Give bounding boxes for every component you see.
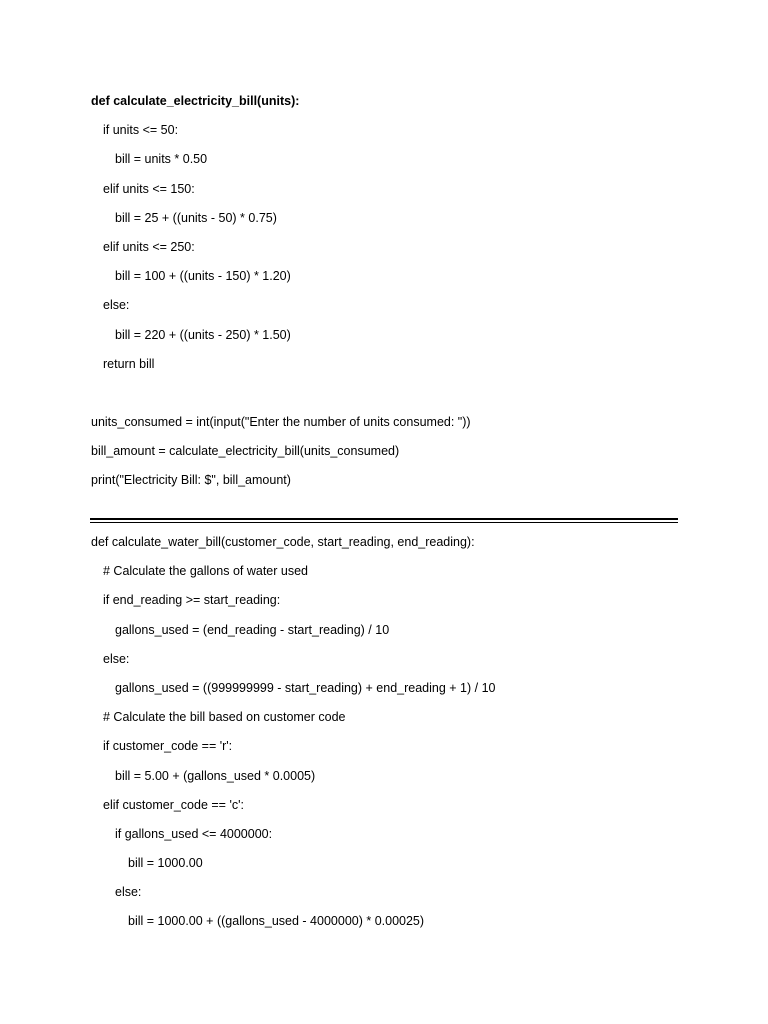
water-bill-code [91, 534, 691, 943]
code-line: gallons_used = (end_reading - start_reading) / 10 [115, 622, 390, 637]
code-line: def calculate_water_bill(customer_code, start_reading, end_reading): [91, 535, 475, 549]
code-line: bill = 1000.00 + ((gallons_used - 4000000) * 0.00025) [128, 914, 425, 929]
code-line: bill_amount = calculate_electricity_bill(units_consumed) [91, 444, 400, 459]
code-line: else: [115, 885, 142, 900]
code-line: else: [103, 651, 130, 666]
code-line: units_consumed = int(input("Enter the number of units consumed: ")) [91, 415, 471, 430]
code-comment: # Calculate the bill based on customer code [103, 710, 346, 725]
horizontal-divider-secondary [90, 522, 678, 523]
code-line: bill = 25 + ((units - 50) * 0.75) [115, 210, 277, 225]
code-line: return bill [103, 356, 155, 371]
code-line: bill = 5.00 + (gallons_used * 0.0005) [115, 768, 316, 783]
code-line: if units <= 50: [103, 123, 179, 138]
code-line: print("Electricity Bill: $", bill_amount) [91, 473, 291, 488]
code-line: else: [103, 298, 130, 313]
code-line: elif units <= 250: [103, 239, 195, 254]
code-line: def calculate_electricity_bill(units): [91, 94, 300, 108]
horizontal-divider [90, 518, 678, 520]
code-line: bill = 100 + ((units - 150) * 1.20) [115, 269, 291, 284]
code-line: bill = units * 0.50 [115, 152, 208, 167]
code-line: gallons_used = ((999999999 - start_reading) + end_reading + 1) / 10 [115, 680, 496, 695]
code-line: if gallons_used <= 4000000: [115, 826, 273, 841]
electricity-bill-code [91, 93, 691, 502]
code-line: bill = 1000.00 [128, 856, 203, 871]
code-line: if customer_code == 'r': [103, 739, 233, 754]
code-comment: # Calculate the gallons of water used [103, 564, 308, 579]
code-line: bill = 220 + ((units - 250) * 1.50) [115, 327, 291, 342]
blank-line [91, 385, 691, 414]
code-line: elif units <= 150: [103, 181, 195, 196]
code-line: elif customer_code == 'c': [103, 797, 244, 812]
code-line: if end_reading >= start_reading: [103, 593, 281, 608]
